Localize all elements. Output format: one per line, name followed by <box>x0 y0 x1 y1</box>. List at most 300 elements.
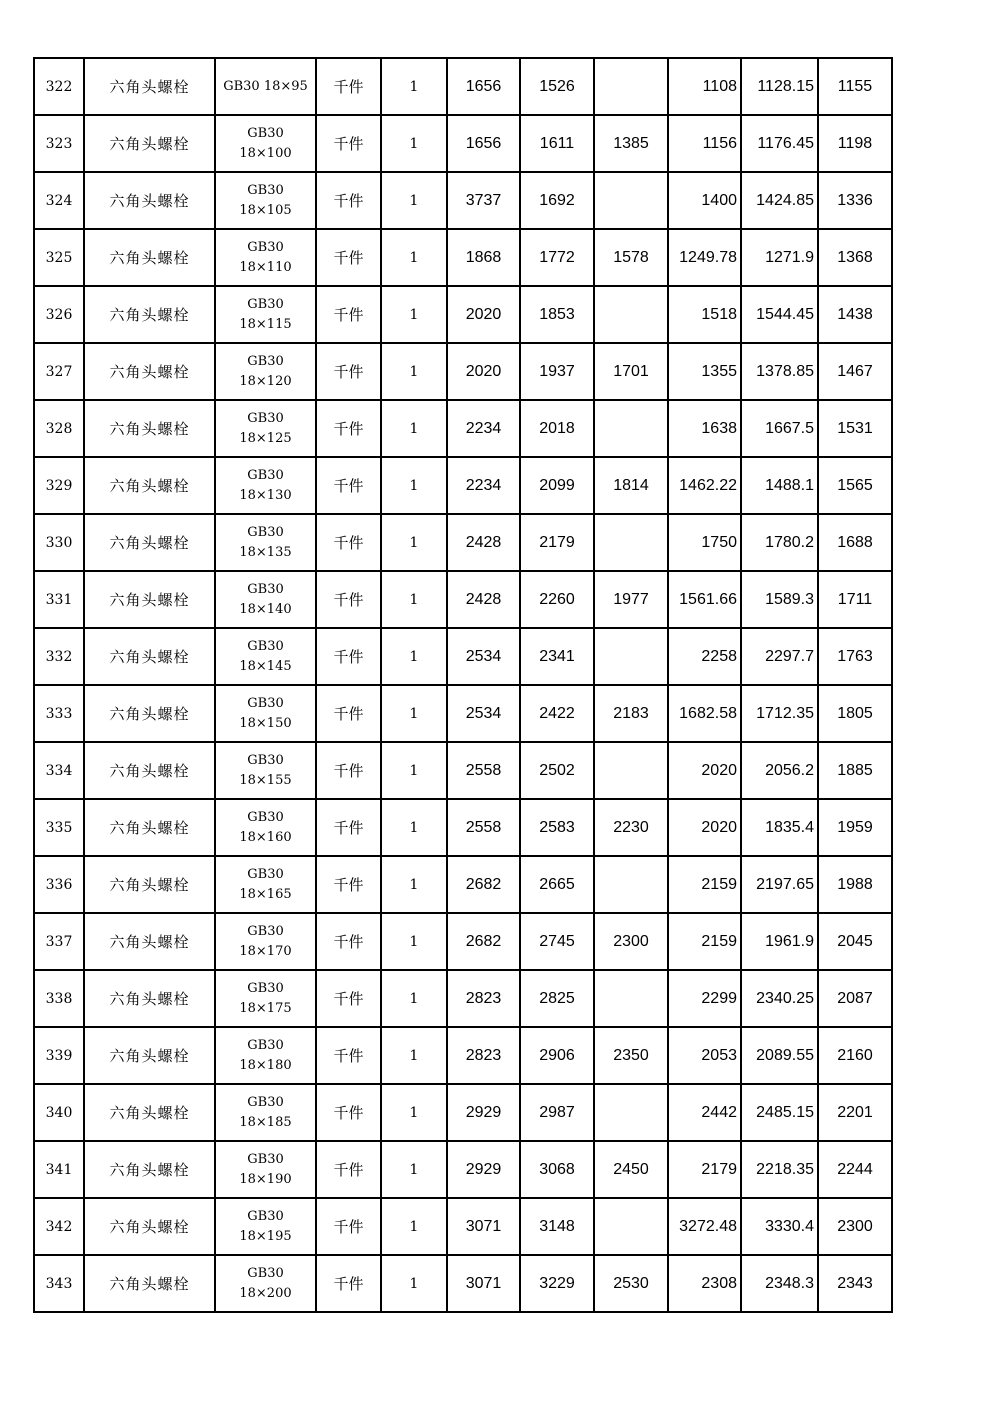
spec-size: 18×170 <box>239 943 292 959</box>
price-col-4-cell: 2308 <box>668 1255 741 1312</box>
unit-cell: 千件 <box>316 970 381 1027</box>
item-number-cell: 341 <box>34 1141 84 1198</box>
quantity-cell: 1 <box>381 799 447 856</box>
price-col-5-cell: 2218.35 <box>741 1141 818 1198</box>
price-col-1-cell: 2020 <box>447 343 520 400</box>
spec-size: 18×140 <box>239 601 292 617</box>
price-col-4-cell: 1682.58 <box>668 685 741 742</box>
price-col-1-cell: 3071 <box>447 1255 520 1312</box>
price-col-6-cell: 1711 <box>818 571 892 628</box>
unit-cell: 千件 <box>316 856 381 913</box>
item-number-cell: 340 <box>34 1084 84 1141</box>
spec-size: 18×160 <box>239 829 292 845</box>
price-col-1-cell: 1656 <box>447 115 520 172</box>
price-col-3-cell: 1578 <box>594 229 668 286</box>
quantity-cell: 1 <box>381 400 447 457</box>
spec-standard: GB30 <box>247 1094 284 1110</box>
price-col-2-cell: 3148 <box>520 1198 594 1255</box>
price-col-2-cell: 1772 <box>520 229 594 286</box>
spec-size: 18×155 <box>239 772 292 788</box>
price-col-1-cell: 2020 <box>447 286 520 343</box>
price-col-2-cell: 2099 <box>520 457 594 514</box>
spec-standard: GB30 18×95 <box>223 78 308 94</box>
quantity-cell: 1 <box>381 343 447 400</box>
spec-size: 18×150 <box>239 715 292 731</box>
spec-cell <box>215 400 316 457</box>
item-number-cell: 329 <box>34 457 84 514</box>
table-row <box>34 1084 892 1141</box>
item-number-cell: 335 <box>34 799 84 856</box>
item-name-cell: 六角头螺栓 <box>84 172 215 229</box>
quantity-cell: 1 <box>381 571 447 628</box>
price-col-1-cell: 2234 <box>447 400 520 457</box>
table-row <box>34 400 892 457</box>
price-col-4-cell: 1638 <box>668 400 741 457</box>
spec-cell <box>215 115 316 172</box>
price-col-4-cell: 2020 <box>668 799 741 856</box>
price-col-5-cell: 1589.3 <box>741 571 818 628</box>
unit-cell: 千件 <box>316 514 381 571</box>
unit-cell: 千件 <box>316 229 381 286</box>
item-name-cell: 六角头螺栓 <box>84 286 215 343</box>
price-col-3-cell: 2300 <box>594 913 668 970</box>
item-number-cell: 339 <box>34 1027 84 1084</box>
quantity-cell: 1 <box>381 913 447 970</box>
price-col-3-cell: 2450 <box>594 1141 668 1198</box>
spec-standard: GB30 <box>247 923 284 939</box>
table-row <box>34 1141 892 1198</box>
price-col-1-cell: 2929 <box>447 1084 520 1141</box>
item-number-cell: 337 <box>34 913 84 970</box>
price-col-1-cell: 2929 <box>447 1141 520 1198</box>
spec-cell <box>215 229 316 286</box>
price-col-1-cell: 2534 <box>447 628 520 685</box>
item-name-cell: 六角头螺栓 <box>84 514 215 571</box>
price-col-1-cell: 2558 <box>447 799 520 856</box>
spec-standard: GB30 <box>247 182 284 198</box>
item-name-cell: 六角头螺栓 <box>84 571 215 628</box>
price-col-6-cell: 1565 <box>818 457 892 514</box>
price-col-6-cell: 2244 <box>818 1141 892 1198</box>
table-row <box>34 970 892 1027</box>
spec-size: 18×135 <box>239 544 292 560</box>
price-col-5-cell: 1271.9 <box>741 229 818 286</box>
table-row <box>34 514 892 571</box>
price-col-2-cell: 2825 <box>520 970 594 1027</box>
price-col-2-cell: 1937 <box>520 343 594 400</box>
table-row <box>34 1255 892 1312</box>
table-row <box>34 571 892 628</box>
price-col-2-cell: 1526 <box>520 58 594 115</box>
table-row <box>34 799 892 856</box>
item-name-cell: 六角头螺栓 <box>84 58 215 115</box>
quantity-cell: 1 <box>381 514 447 571</box>
price-col-5-cell: 2089.55 <box>741 1027 818 1084</box>
spec-size: 18×105 <box>239 202 292 218</box>
spec-cell <box>215 286 316 343</box>
price-col-5-cell: 1835.4 <box>741 799 818 856</box>
price-col-4-cell: 2299 <box>668 970 741 1027</box>
item-number-cell: 328 <box>34 400 84 457</box>
price-col-4-cell: 2159 <box>668 913 741 970</box>
item-name-cell: 六角头螺栓 <box>84 400 215 457</box>
item-number-cell: 342 <box>34 1198 84 1255</box>
item-name-cell: 六角头螺栓 <box>84 1198 215 1255</box>
price-col-6-cell: 1885 <box>818 742 892 799</box>
spec-size: 18×115 <box>239 316 292 332</box>
price-col-1-cell: 2823 <box>447 970 520 1027</box>
spec-size: 18×130 <box>239 487 292 503</box>
item-name-cell: 六角头螺栓 <box>84 685 215 742</box>
quantity-cell: 1 <box>381 172 447 229</box>
spec-standard: GB30 <box>247 980 284 996</box>
quantity-cell: 1 <box>381 115 447 172</box>
quantity-cell: 1 <box>381 856 447 913</box>
price-col-5-cell: 1961.9 <box>741 913 818 970</box>
spec-standard: GB30 <box>247 410 284 426</box>
item-name-cell: 六角头螺栓 <box>84 1141 215 1198</box>
price-col-2-cell: 2745 <box>520 913 594 970</box>
price-col-3-cell: 1701 <box>594 343 668 400</box>
item-name-cell: 六角头螺栓 <box>84 1084 215 1141</box>
spec-size: 18×100 <box>239 145 292 161</box>
unit-cell: 千件 <box>316 1084 381 1141</box>
spec-cell <box>215 913 316 970</box>
spec-size: 18×180 <box>239 1057 292 1073</box>
item-number-cell: 334 <box>34 742 84 799</box>
spec-standard: GB30 <box>247 1151 284 1167</box>
spec-standard: GB30 <box>247 1208 284 1224</box>
price-col-1-cell: 2558 <box>447 742 520 799</box>
price-col-6-cell: 1368 <box>818 229 892 286</box>
item-name-cell: 六角头螺栓 <box>84 799 215 856</box>
price-col-2-cell: 2665 <box>520 856 594 913</box>
table-row <box>34 229 892 286</box>
price-col-2-cell: 1692 <box>520 172 594 229</box>
price-col-6-cell: 1336 <box>818 172 892 229</box>
unit-cell: 千件 <box>316 1255 381 1312</box>
table-body <box>34 58 892 1312</box>
price-col-1-cell: 2823 <box>447 1027 520 1084</box>
spec-cell <box>215 58 316 115</box>
spec-size: 18×125 <box>239 430 292 446</box>
price-col-1-cell: 1868 <box>447 229 520 286</box>
item-number-cell: 330 <box>34 514 84 571</box>
price-col-3-cell <box>594 1084 668 1141</box>
item-number-cell: 324 <box>34 172 84 229</box>
spec-size: 18×120 <box>239 373 292 389</box>
price-col-3-cell <box>594 1198 668 1255</box>
price-col-1-cell: 1656 <box>447 58 520 115</box>
spec-standard: GB30 <box>247 467 284 483</box>
price-col-2-cell: 2179 <box>520 514 594 571</box>
item-name-cell: 六角头螺栓 <box>84 856 215 913</box>
item-number-cell: 343 <box>34 1255 84 1312</box>
item-number-cell: 331 <box>34 571 84 628</box>
item-number-cell: 338 <box>34 970 84 1027</box>
item-name-cell: 六角头螺栓 <box>84 343 215 400</box>
price-col-1-cell: 2534 <box>447 685 520 742</box>
price-col-2-cell: 1611 <box>520 115 594 172</box>
price-col-5-cell: 1176.45 <box>741 115 818 172</box>
spec-cell <box>215 1255 316 1312</box>
price-col-4-cell: 1518 <box>668 286 741 343</box>
price-col-4-cell: 2258 <box>668 628 741 685</box>
spec-size: 18×195 <box>239 1228 292 1244</box>
price-col-3-cell <box>594 400 668 457</box>
quantity-cell: 1 <box>381 229 447 286</box>
item-name-cell: 六角头螺栓 <box>84 1027 215 1084</box>
spec-size: 18×190 <box>239 1171 292 1187</box>
spec-cell <box>215 1027 316 1084</box>
price-col-3-cell <box>594 286 668 343</box>
item-number-cell: 332 <box>34 628 84 685</box>
item-name-cell: 六角头螺栓 <box>84 229 215 286</box>
quantity-cell: 1 <box>381 1198 447 1255</box>
spec-cell <box>215 799 316 856</box>
spec-cell <box>215 343 316 400</box>
item-name-cell: 六角头螺栓 <box>84 913 215 970</box>
item-name-cell: 六角头螺栓 <box>84 115 215 172</box>
price-col-5-cell: 1488.1 <box>741 457 818 514</box>
price-col-2-cell: 2422 <box>520 685 594 742</box>
price-col-2-cell: 2018 <box>520 400 594 457</box>
unit-cell: 千件 <box>316 571 381 628</box>
price-col-2-cell: 2341 <box>520 628 594 685</box>
price-col-6-cell: 2160 <box>818 1027 892 1084</box>
price-col-6-cell: 1198 <box>818 115 892 172</box>
unit-cell: 千件 <box>316 913 381 970</box>
spec-cell <box>215 628 316 685</box>
spec-size: 18×175 <box>239 1000 292 1016</box>
price-col-6-cell: 1467 <box>818 343 892 400</box>
price-col-2-cell: 3068 <box>520 1141 594 1198</box>
price-col-3-cell: 2350 <box>594 1027 668 1084</box>
price-col-4-cell: 3272.48 <box>668 1198 741 1255</box>
price-col-3-cell: 1814 <box>594 457 668 514</box>
price-col-2-cell: 3229 <box>520 1255 594 1312</box>
price-col-4-cell: 1462.22 <box>668 457 741 514</box>
spec-size: 18×185 <box>239 1114 292 1130</box>
price-col-5-cell: 1378.85 <box>741 343 818 400</box>
quantity-cell: 1 <box>381 58 447 115</box>
price-col-6-cell: 1531 <box>818 400 892 457</box>
price-col-1-cell: 2428 <box>447 571 520 628</box>
spec-size: 18×110 <box>239 259 292 275</box>
spec-cell <box>215 457 316 514</box>
price-col-4-cell: 2159 <box>668 856 741 913</box>
price-col-3-cell: 1977 <box>594 571 668 628</box>
quantity-cell: 1 <box>381 1255 447 1312</box>
price-col-4-cell: 2442 <box>668 1084 741 1141</box>
price-col-3-cell <box>594 856 668 913</box>
item-name-cell: 六角头螺栓 <box>84 1255 215 1312</box>
item-number-cell: 322 <box>34 58 84 115</box>
price-col-2-cell: 2583 <box>520 799 594 856</box>
price-col-3-cell <box>594 514 668 571</box>
price-col-4-cell: 1400 <box>668 172 741 229</box>
unit-cell: 千件 <box>316 799 381 856</box>
price-col-6-cell: 2201 <box>818 1084 892 1141</box>
price-col-4-cell: 1355 <box>668 343 741 400</box>
unit-cell: 千件 <box>316 286 381 343</box>
unit-cell: 千件 <box>316 58 381 115</box>
price-col-2-cell: 2987 <box>520 1084 594 1141</box>
price-col-5-cell: 1780.2 <box>741 514 818 571</box>
quantity-cell: 1 <box>381 1027 447 1084</box>
price-col-6-cell: 1988 <box>818 856 892 913</box>
price-col-1-cell: 2428 <box>447 514 520 571</box>
price-col-6-cell: 2343 <box>818 1255 892 1312</box>
price-col-6-cell: 2045 <box>818 913 892 970</box>
unit-cell: 千件 <box>316 1198 381 1255</box>
quantity-cell: 1 <box>381 628 447 685</box>
spec-standard: GB30 <box>247 524 284 540</box>
price-col-6-cell: 1155 <box>818 58 892 115</box>
table-row <box>34 286 892 343</box>
price-col-5-cell: 2340.25 <box>741 970 818 1027</box>
price-col-1-cell: 2234 <box>447 457 520 514</box>
spec-cell <box>215 1084 316 1141</box>
item-number-cell: 323 <box>34 115 84 172</box>
spec-cell <box>215 742 316 799</box>
price-col-6-cell: 1438 <box>818 286 892 343</box>
table-row <box>34 457 892 514</box>
unit-cell: 千件 <box>316 1141 381 1198</box>
spec-cell <box>215 856 316 913</box>
price-col-5-cell: 2197.65 <box>741 856 818 913</box>
table-row <box>34 1027 892 1084</box>
spec-standard: GB30 <box>247 353 284 369</box>
unit-cell: 千件 <box>316 400 381 457</box>
item-number-cell: 333 <box>34 685 84 742</box>
spec-size: 18×165 <box>239 886 292 902</box>
spec-cell <box>215 571 316 628</box>
price-col-5-cell: 3330.4 <box>741 1198 818 1255</box>
quantity-cell: 1 <box>381 1141 447 1198</box>
quantity-cell: 1 <box>381 1084 447 1141</box>
item-number-cell: 326 <box>34 286 84 343</box>
table-row <box>34 856 892 913</box>
price-col-3-cell <box>594 970 668 1027</box>
price-col-5-cell: 1544.45 <box>741 286 818 343</box>
price-col-3-cell: 2183 <box>594 685 668 742</box>
unit-cell: 千件 <box>316 1027 381 1084</box>
spec-standard: GB30 <box>247 1265 284 1281</box>
price-col-4-cell: 1108 <box>668 58 741 115</box>
spec-cell <box>215 970 316 1027</box>
price-col-3-cell <box>594 172 668 229</box>
table-row <box>34 685 892 742</box>
spec-standard: GB30 <box>247 296 284 312</box>
unit-cell: 千件 <box>316 172 381 229</box>
quantity-cell: 1 <box>381 286 447 343</box>
spec-cell <box>215 1198 316 1255</box>
table-row <box>34 172 892 229</box>
price-col-6-cell: 1688 <box>818 514 892 571</box>
price-col-3-cell <box>594 742 668 799</box>
price-col-3-cell: 2230 <box>594 799 668 856</box>
item-number-cell: 336 <box>34 856 84 913</box>
table-row <box>34 913 892 970</box>
item-name-cell: 六角头螺栓 <box>84 628 215 685</box>
price-col-3-cell: 2530 <box>594 1255 668 1312</box>
spec-standard: GB30 <box>247 581 284 597</box>
spec-standard: GB30 <box>247 809 284 825</box>
spec-standard: GB30 <box>247 752 284 768</box>
spec-standard: GB30 <box>247 638 284 654</box>
price-col-3-cell <box>594 58 668 115</box>
table-row <box>34 628 892 685</box>
price-col-4-cell: 1750 <box>668 514 741 571</box>
price-col-2-cell: 2260 <box>520 571 594 628</box>
quantity-cell: 1 <box>381 970 447 1027</box>
unit-cell: 千件 <box>316 628 381 685</box>
price-col-4-cell: 1249.78 <box>668 229 741 286</box>
item-number-cell: 327 <box>34 343 84 400</box>
price-col-5-cell: 2056.2 <box>741 742 818 799</box>
spec-cell <box>215 1141 316 1198</box>
price-col-6-cell: 1959 <box>818 799 892 856</box>
price-col-4-cell: 2020 <box>668 742 741 799</box>
table-row <box>34 742 892 799</box>
unit-cell: 千件 <box>316 115 381 172</box>
price-col-5-cell: 2348.3 <box>741 1255 818 1312</box>
price-table <box>33 57 893 1313</box>
unit-cell: 千件 <box>316 457 381 514</box>
table-row <box>34 343 892 400</box>
quantity-cell: 1 <box>381 685 447 742</box>
item-name-cell: 六角头螺栓 <box>84 457 215 514</box>
price-col-5-cell: 2297.7 <box>741 628 818 685</box>
table-row <box>34 1198 892 1255</box>
unit-cell: 千件 <box>316 343 381 400</box>
spec-standard: GB30 <box>247 866 284 882</box>
price-col-4-cell: 2179 <box>668 1141 741 1198</box>
price-col-6-cell: 2300 <box>818 1198 892 1255</box>
spec-standard: GB30 <box>247 695 284 711</box>
price-col-1-cell: 3737 <box>447 172 520 229</box>
spec-size: 18×145 <box>239 658 292 674</box>
price-col-1-cell: 2682 <box>447 856 520 913</box>
table-row <box>34 58 892 115</box>
price-col-5-cell: 1712.35 <box>741 685 818 742</box>
spec-size: 18×200 <box>239 1285 292 1301</box>
item-name-cell: 六角头螺栓 <box>84 970 215 1027</box>
quantity-cell: 1 <box>381 457 447 514</box>
price-col-5-cell: 1128.15 <box>741 58 818 115</box>
price-col-4-cell: 2053 <box>668 1027 741 1084</box>
unit-cell: 千件 <box>316 685 381 742</box>
price-col-2-cell: 1853 <box>520 286 594 343</box>
price-col-6-cell: 1805 <box>818 685 892 742</box>
table-row <box>34 115 892 172</box>
spec-cell <box>215 172 316 229</box>
price-col-3-cell <box>594 628 668 685</box>
price-col-2-cell: 2502 <box>520 742 594 799</box>
price-col-5-cell: 1667.5 <box>741 400 818 457</box>
price-col-1-cell: 3071 <box>447 1198 520 1255</box>
price-col-2-cell: 2906 <box>520 1027 594 1084</box>
price-col-4-cell: 1561.66 <box>668 571 741 628</box>
spec-standard: GB30 <box>247 239 284 255</box>
price-col-4-cell: 1156 <box>668 115 741 172</box>
spec-cell <box>215 514 316 571</box>
spec-cell <box>215 685 316 742</box>
price-col-5-cell: 2485.15 <box>741 1084 818 1141</box>
spec-standard: GB30 <box>247 125 284 141</box>
quantity-cell: 1 <box>381 742 447 799</box>
